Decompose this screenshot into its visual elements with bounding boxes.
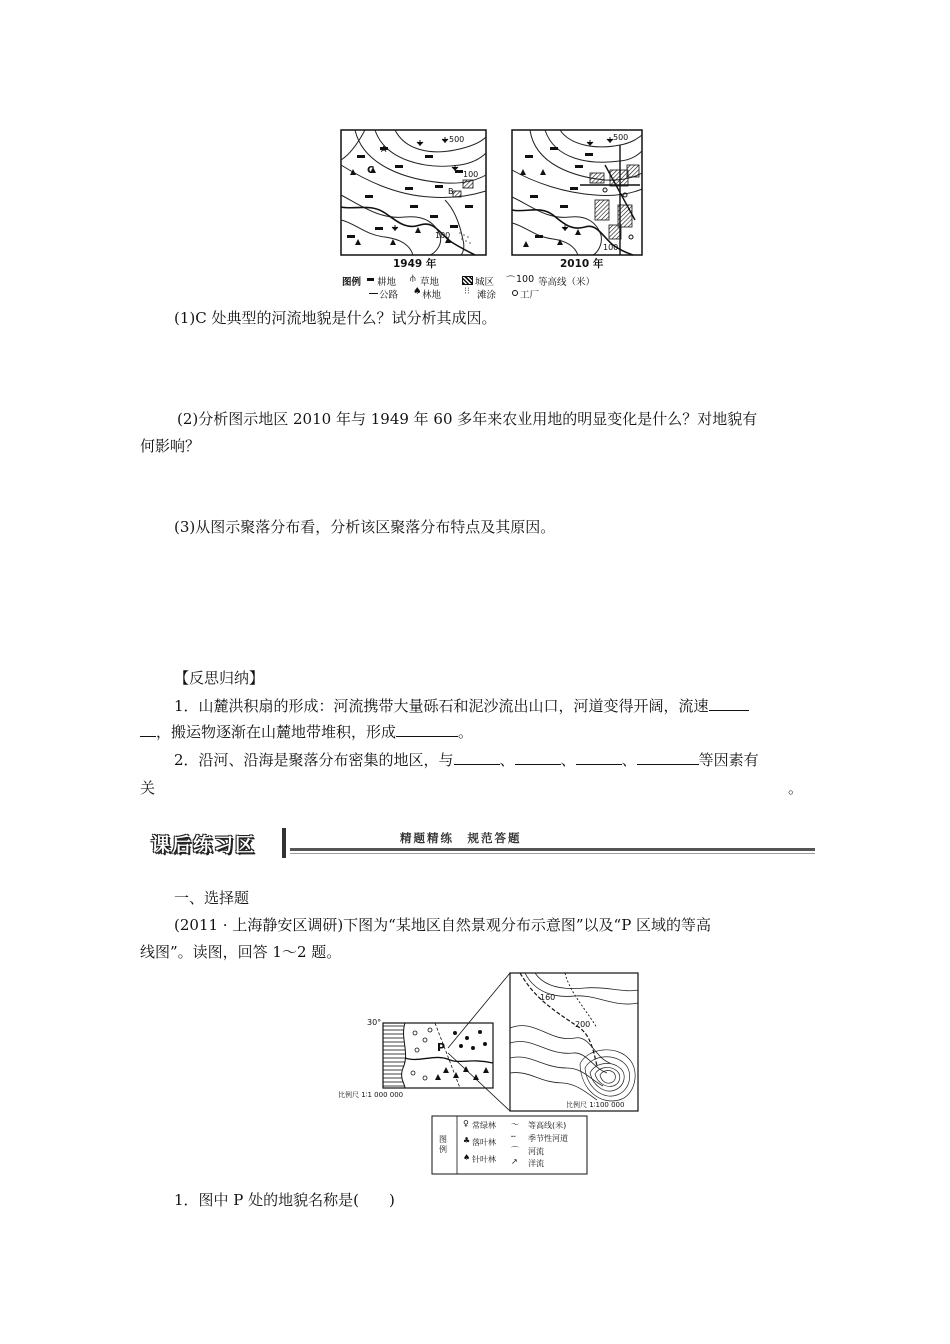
reflection-item2-line2: 关 <box>140 779 156 797</box>
sep-1: 、 <box>499 751 515 769</box>
question-2-line2: 何影响？ <box>140 437 201 455</box>
label-b: B <box>448 187 454 196</box>
evergreen-icon: ♀ <box>463 1119 469 1128</box>
label-100-right: 100 <box>603 243 619 252</box>
label-c: C <box>367 165 375 176</box>
contour-icon: ⌒ <box>506 276 516 287</box>
blank-factor-2[interactable] <box>515 750 561 765</box>
fig2-legend-seasonal: 季节性河道 <box>528 1134 568 1143</box>
reflection-item2-line1 <box>174 748 759 772</box>
legend-farmland: 耕地 <box>377 277 397 288</box>
river-icon: ⌒ <box>511 1146 519 1155</box>
seasonal-river-icon: ╌ <box>511 1132 516 1141</box>
forest-icon: ♠ <box>413 286 422 297</box>
exercise-intro-line1: (2011 · 上海静安区调研)下图为“某地区自然景观分布示意图”以及“P 区域的等高 <box>174 916 712 934</box>
legend-title: 图例 <box>342 277 362 288</box>
label-500-left: 500 <box>449 135 465 144</box>
fig2-legend-evergreen: 常绿林 <box>472 1121 496 1130</box>
section-subtitle: 精题精练 规范答题 <box>400 831 522 845</box>
reflection-item2-tail: 等因素有 <box>698 751 759 769</box>
urban-icon <box>462 276 473 285</box>
reflection-heading: 【反思归纳】 <box>174 669 265 687</box>
label-100-left-b: 100 <box>435 231 451 240</box>
question-3: (3)从图示聚落分布看，分析该区聚落分布特点及其原因。 <box>174 518 556 536</box>
banner-rule <box>290 848 815 851</box>
latitude-label: 30° <box>367 1018 382 1027</box>
scale-right: 比例尺 1∶100 000 <box>566 1101 625 1109</box>
p-label: P <box>437 1041 446 1054</box>
factory-icon <box>512 290 518 296</box>
legend-forest: 林地 <box>422 290 442 301</box>
caption-2010: 2010 年 <box>560 258 604 270</box>
scale-left: 比例尺 1∶1 000 000 <box>338 1091 404 1099</box>
exercise-type-heading: 一、选择题 <box>174 889 250 907</box>
sep-3: 、 <box>621 751 637 769</box>
blank-landform[interactable] <box>396 722 458 737</box>
legend-contour-value: 100 <box>516 274 535 285</box>
section-title: 课后练习区 <box>151 834 257 856</box>
fig2-legend-conifer: 针叶林 <box>472 1155 496 1164</box>
fig2-legend-river: 河流 <box>528 1147 544 1156</box>
fig2-legend-current: 洋流 <box>528 1159 544 1168</box>
banner-rule-thin <box>290 853 815 854</box>
legend-urban: 城区 <box>475 277 495 288</box>
exercise-question-1: 1．图中 P 处的地貌名称是( ) <box>174 1191 395 1209</box>
reflection-item1-mid: ，搬运物逐渐在山麓地带堆积，形成 <box>156 723 397 741</box>
legend-factory: 工厂 <box>520 290 540 301</box>
figure-natural-landscape <box>335 968 645 1178</box>
reflection-item1-line1 <box>174 694 749 718</box>
question-1: (1)C 处典型的河流地貌是什么？试分析其成因。 <box>174 309 497 327</box>
fig2-legend-contour: 等高线(米) <box>528 1121 567 1130</box>
blank-factor-3[interactable] <box>576 750 622 765</box>
caption-1949: 1949 年 <box>393 258 437 270</box>
grassland-icon: ⫛ <box>410 273 416 284</box>
legend-grassland: 草地 <box>420 277 440 288</box>
contour-160: 160 <box>540 993 556 1002</box>
map-1949 <box>341 130 486 255</box>
banner-bar-left <box>282 828 286 858</box>
figure1-legend <box>340 272 630 302</box>
label-500-right: 500 <box>613 133 629 142</box>
deciduous-icon: ♣ <box>463 1136 471 1145</box>
reflection-item1-text: 1．山麓洪积扇的形成：河流携带大量砾石和泥沙流出山口，河道变得开阔，流速 <box>174 697 709 715</box>
map-2010 <box>512 130 642 255</box>
question-2-line1: (2)分析图示地区 2010 年与 1949 年 60 多年来农业用地的明显变化是什么？对地貌有 <box>177 410 758 428</box>
fig2-legend-deciduous: 落叶林 <box>472 1138 496 1147</box>
sep-2: 、 <box>560 751 576 769</box>
banner-title-box <box>145 826 287 858</box>
reflection-item1-end: 。 <box>458 723 474 741</box>
legend-road: 公路 <box>379 290 399 301</box>
fig2-legend-title: 图例 <box>439 1135 447 1154</box>
legend-beach: 滩涂 <box>477 290 497 301</box>
label-100-left-a: 100 <box>463 170 479 179</box>
contour-line-icon: 〜 <box>511 1120 519 1129</box>
blank-factor-4[interactable] <box>637 750 699 765</box>
label-a: A <box>381 145 387 154</box>
reflection-item1-line2 <box>140 720 473 744</box>
section-banner <box>140 822 815 862</box>
contour-200: 200 <box>575 1020 591 1029</box>
exercise-intro-line2: 线图”。读图，回答 1～2 题。 <box>140 943 342 961</box>
blank-speed-a[interactable] <box>709 696 749 711</box>
road-icon <box>369 293 378 294</box>
conifer-icon: ♠ <box>463 1153 471 1162</box>
beach-icon: ⁝⁝ <box>464 286 471 297</box>
blank-speed-b[interactable] <box>140 722 156 737</box>
farmland-icon <box>367 278 374 281</box>
reflection-item2-text: 2．沿河、沿海是聚落分布密集的地区，与 <box>174 751 454 769</box>
current-arrow-icon: ↗ <box>511 1157 518 1166</box>
legend-contour: 等高线（米） <box>538 277 596 288</box>
reflection-item2-end: 。 <box>788 779 804 797</box>
blank-factor-1[interactable] <box>454 750 500 765</box>
